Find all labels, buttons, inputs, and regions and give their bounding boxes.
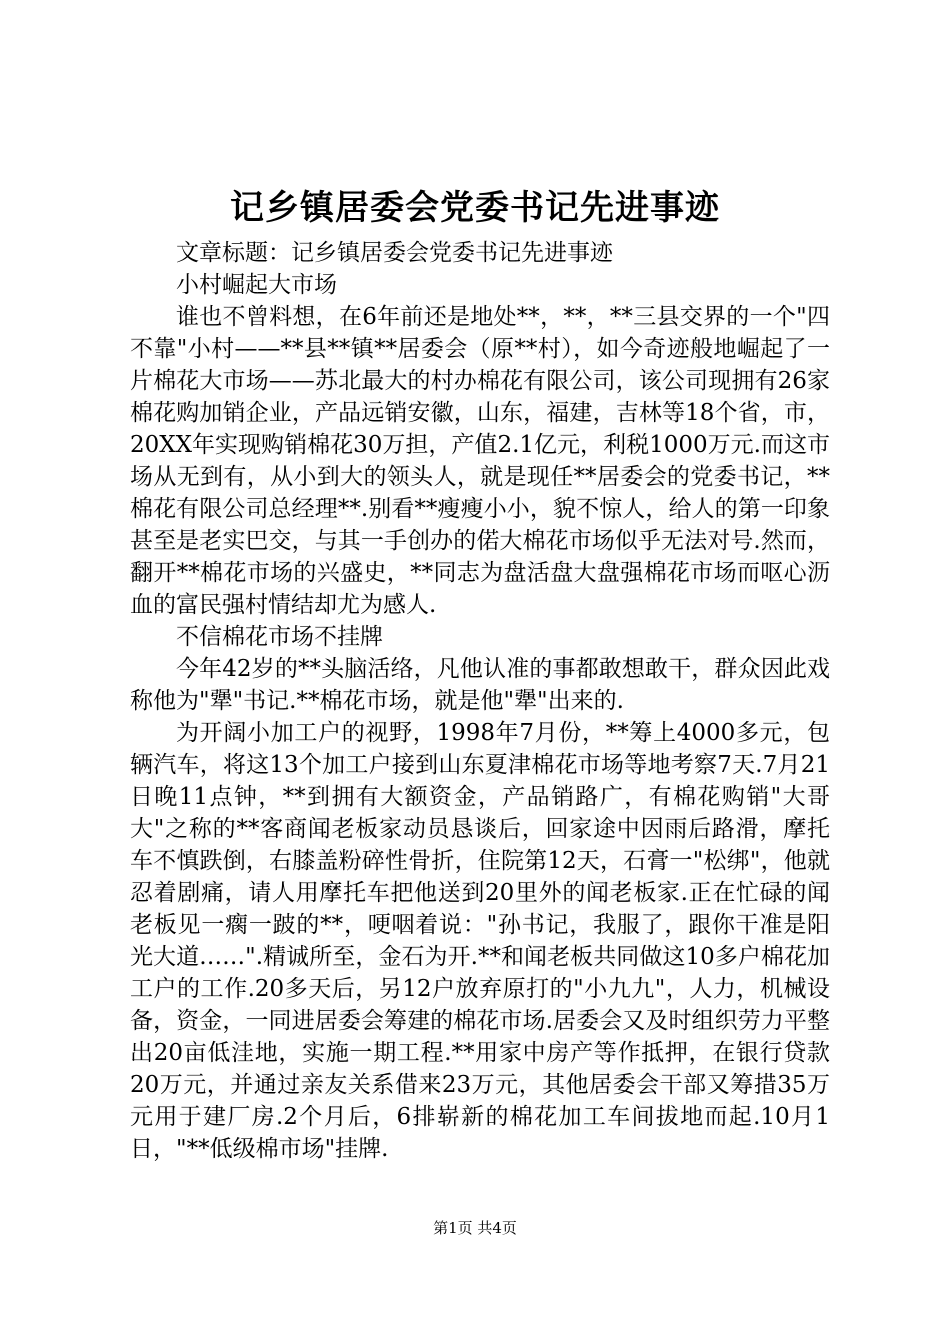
document-body [130, 237, 830, 1165]
body-paragraph: 今年42岁的**头脑活络，凡他认准的事都敢想敢干，群众因此戏称他为"犟"书记.**棉花市场，就是他"犟"出来的. [130, 656, 830, 714]
document-title: 记乡镇居委会党委书记先进事迹 [230, 188, 720, 228]
section-heading: 不信棉花市场不挂牌 [176, 624, 383, 650]
body-paragraph: 为开阔小加工户的视野，1998年7月份，**筹上4000多元，包辆汽车，将这13个加工户接到山东夏津棉花市场等地考察7天.7月21日晚11点钟，**到拥有大额资金，产品销路广，有棉花购销"大哥大"之称的**客商闻老板家动员恳谈后，回家途中因雨后路滑，摩托车不慎跌倒，右膝盖粉碎性骨折，住院第12天，石膏一"松绑"，他就忍着剧痛，请人用摩托车把他送到20里外的闻老板家.正在忙碌的闻老板见一瘸一跛的**，哽咽着说："孙书记，我服了，跟你干准是阳光大道……".精诚所至，金石为开.**和闻老板共同做这10多户棉花加工户的工作.20多天后，另12户放弃原打的"小九九"，人力，机械设备，资金，一同进居委会筹建的棉花市场.居委会又及时组织劳力平整出20亩低洼地，实施一期工程.**用家中房产等作抵押，在银行贷款20万元，并通过亲友关系借来23万元，其他居委会干部又筹措35万元用于建厂房.2个月后，6排崭新的棉花加工车间拔地而起.10月1日，"**低级棉市场"挂牌. [130, 720, 830, 1162]
body-paragraph: 谁也不曾料想，在6年前还是地处**，**，**三县交界的一个"四不靠"小村——**县**镇**居委会（原**村），如今奇迹般地崛起了一片棉花大市场——苏北最大的村办棉花有限公司，该公司现拥有26家棉花购加销企业，产品远销安徽，山东，福建，吉林等18个省，市，20XX年实现购销棉花30万担，产值2.1亿元，利税1000万元.而这市场从无到有，从小到大的领头人，就是现任**居委会的党委书记，**棉花有限公司总经理**.别看**瘦瘦小小，貌不惊人，给人的第一印象甚至是老实巴交，与其一手创办的偌大棉花市场似乎无法对号.然而，翻开**棉花市场的兴盛史，**同志为盘活盘大盘强棉花市场而呕心沥血的富民强村情结却尤为感人. [130, 304, 830, 618]
article-title-line: 文章标题：记乡镇居委会党委书记先进事迹 [176, 240, 613, 266]
section-heading: 小村崛起大市场 [176, 272, 337, 298]
page-footer: 第1页 共4页 [433, 1219, 517, 1237]
